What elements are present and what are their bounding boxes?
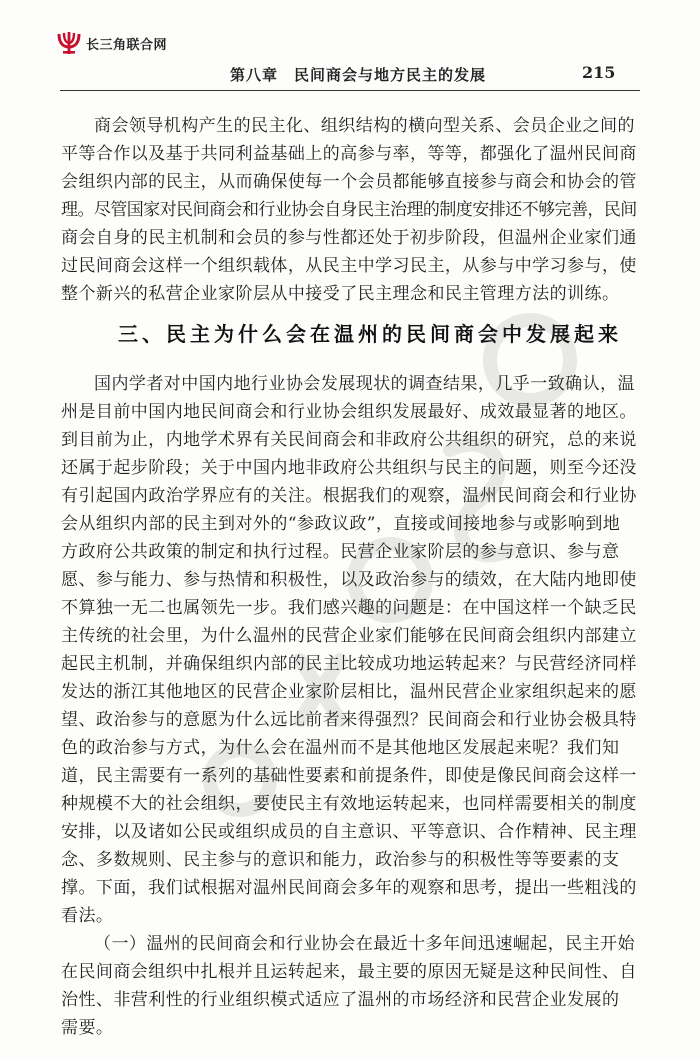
- logo-icon: [56, 30, 82, 56]
- text-line: 方政府公共政策的制定和执行过程。民营企业家阶层的参与意识、参与意: [61, 542, 620, 562]
- text-line: 需要。: [61, 1018, 114, 1038]
- text-line: 过民间商会这样一个组织载体，从民主中学习民主，从参与中学习参与，使: [61, 256, 637, 276]
- text-line: 撑。下面，我们试根据对温州民间商会多年的观察和思考，提出一些粗浅的: [61, 878, 637, 898]
- text-line: 愿、参与能力、参与热情和积极性，以及政治参与的绩效，在大陆内地即使: [61, 570, 637, 590]
- text-line: 到目前为止，内地学术界有关民间商会和非政府公共组织的研究，总的来说: [61, 430, 637, 450]
- text-line: （一）温州的民间商会和行业协会在最近十多年间迅速崛起，民主开始: [94, 934, 635, 954]
- running-head: 第八章 民间商会与地方民主的发展: [230, 66, 487, 84]
- text-line: 商会自身的民主机制和会员的参与性都还处于初步阶段，但温州企业家们通: [61, 228, 637, 248]
- text-line: 道，民主需要有一系列的基础性要素和前提条件，即使是像民间商会这样一: [61, 766, 637, 786]
- text-line: 发达的浙江其他地区的民营企业家阶层相比，温州民营企业家组织起来的愿: [61, 682, 637, 702]
- text-line: 望、政治参与的意愿为什么远比前者来得强烈？民间商会和行业协会极具特: [61, 710, 637, 730]
- text-line: 种规模不大的社会组织，要使民主有效地运转起来，也同样需要相关的制度: [61, 794, 637, 814]
- text-line: 国内学者对中国内地行业协会发展现状的调查结果，几乎一致确认，温: [94, 374, 635, 394]
- header-divider: [60, 90, 640, 91]
- text-line: 有引起国内政治学界应有的关注。根据我们的观察，温州民间商会和行业协: [61, 486, 637, 506]
- text-line: 看法。: [61, 906, 114, 926]
- text-line: 会从组织内部的民主到对外的“参政议政”，直接或间接地参与或影响到地: [61, 514, 621, 534]
- text-line: 会组织内部的民主，从而确保使每一个会员都能够直接参与商会和协会的管: [61, 172, 637, 192]
- page-number: 215: [582, 63, 616, 82]
- logo-text: 长三角联合网: [86, 37, 168, 53]
- text-line: 商会领导机构产生的民主化、组织结构的横向型关系、会员企业之间的: [94, 116, 635, 136]
- text-line: 州是目前中国内地民间商会和行业协会组织发展最好、成效最显著的地区。: [61, 402, 637, 422]
- site-logo: [56, 30, 167, 56]
- section-title: 三、民主为什么会在温州的民间商会中发展起来: [118, 322, 622, 346]
- text-line: 理。尽管国家对民间商会和行业协会自身民主治理的制度安排还不够完善，民间: [61, 200, 637, 220]
- text-line: 整个新兴的私营企业家阶层从中接受了民主理念和民主管理方法的训练。: [61, 284, 620, 304]
- text-line: 色的政治参与方式，为什么会在温州而不是其他地区发展起来呢？我们知: [61, 738, 620, 758]
- text-line: 还属于起步阶段；关于中国内地非政府公共组织与民主的问题，则至今还没: [61, 458, 637, 478]
- text-line: 平等合作以及基于共同利益基础上的高参与率，等等，都强化了温州民间商: [61, 144, 637, 164]
- text-line: 治性、非营利性的行业组织模式适应了温州的市场经济和民营企业发展的: [61, 990, 620, 1010]
- text-line: 念、多数规则、民主参与的意识和能力，政治参与的积极性等等要素的支: [61, 850, 620, 870]
- text-line: 主传统的社会里，为什么温州的民营企业家们能够在民间商会组织内部建立: [61, 626, 637, 646]
- text-line: 起民主机制，并确保组织内部的民主比较成功地运转起来？与民营经济同样: [61, 654, 637, 674]
- text-line: 在民间商会组织中扎根并且运转起来，最主要的原因无疑是这种民间性、自: [61, 962, 637, 982]
- text-line: 不算独一无二也属领先一步。我们感兴趣的问题是：在中国这样一个缺乏民: [61, 598, 637, 618]
- text-line: 安排，以及诸如公民或组织成员的自主意识、平等意识、合作精神、民主理: [61, 822, 637, 842]
